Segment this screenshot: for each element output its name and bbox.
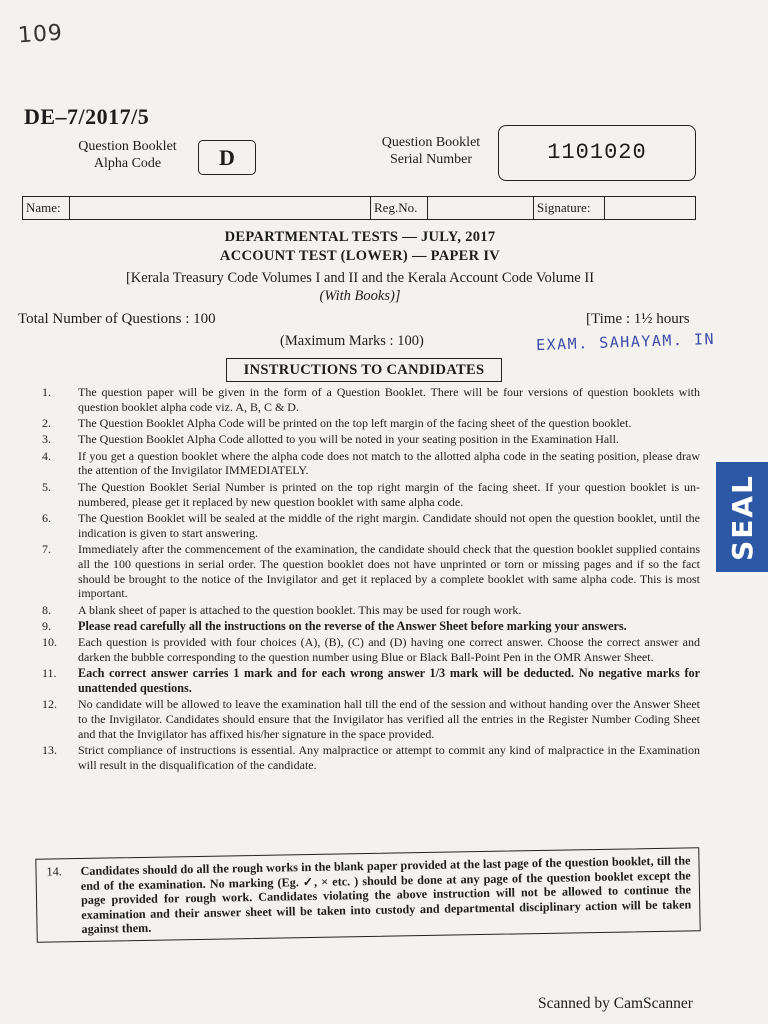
instruction-number: 13. bbox=[42, 743, 57, 758]
camscanner-footer: Scanned by CamScanner bbox=[538, 995, 693, 1012]
instruction-item bbox=[18, 635, 700, 665]
paper-subtitle: [Kerala Treasury Code Volumes I and II and the Kerala Account Code Volume II bbox=[125, 270, 595, 286]
handwritten-note: 109 bbox=[17, 20, 64, 49]
instruction-number: 7. bbox=[42, 541, 51, 556]
instruction-text: Strict compliance of instructions is essential. Any malpractice or attempt to commit any kind of malpractice in the Examination will result in the disqualification of the candidate. bbox=[78, 743, 700, 773]
instruction-text: The Question Booklet Alpha Code allotted to you will be noted in your seating position in the Examination Hall. bbox=[78, 432, 619, 447]
instruction-number: 11. bbox=[42, 666, 57, 681]
instruction-item bbox=[18, 666, 700, 696]
instruction-text: No candidate will be allowed to leave the examination hall till the end of the session and without handing over the Answer Sheet to the Invigilator. Candidates should ensure that the Invigilator has verified all the entries in the Register Number Coding Sheet and that the Invigilator has affixed his/her signature in the space provided. bbox=[78, 697, 700, 742]
serial-number-label: Question Booklet Serial Number bbox=[381, 135, 481, 167]
regno-field[interactable] bbox=[428, 197, 534, 219]
exam-title: DEPARTMENTAL TESTS — JULY, 2017 bbox=[224, 229, 496, 245]
maximum-marks: (Maximum Marks : 100) bbox=[280, 333, 424, 349]
document-id: DE–7/2017/5 bbox=[24, 104, 150, 129]
instruction-item bbox=[18, 697, 700, 741]
instruction-item bbox=[18, 511, 700, 541]
instruction-text: The Question Booklet Serial Number is printed on the top right margin of the facing sheet. If your question booklet is un-numbered, please get it replaced by new question booklet with same alpha code. bbox=[78, 479, 700, 509]
alpha-code-box: D bbox=[198, 140, 256, 175]
instruction-number: 4. bbox=[42, 448, 51, 463]
instruction-number: 3. bbox=[42, 432, 51, 447]
instruction-number: 9. bbox=[42, 618, 51, 633]
signature-label: Signature: bbox=[534, 197, 605, 219]
instructions-list bbox=[18, 385, 700, 774]
total-questions: Total Number of Questions : 100 bbox=[18, 311, 216, 327]
instruction-number: 8. bbox=[42, 602, 51, 617]
instruction-item bbox=[18, 432, 700, 447]
instruction-item bbox=[18, 619, 700, 634]
instruction-text: The Question Booklet will be sealed at the middle of the right margin. Candidate should not open the question booklet, until the indication is given to start answering. bbox=[78, 510, 700, 540]
instruction-item bbox=[18, 480, 700, 510]
boxed-instruction bbox=[35, 847, 700, 943]
instruction-item bbox=[18, 743, 700, 773]
exam-sahayam-stamp: EXAM. SAHAYAM. IN bbox=[535, 329, 716, 355]
instruction-item bbox=[18, 603, 700, 618]
regno-label: Reg.No. bbox=[371, 197, 428, 219]
seal-tab bbox=[716, 462, 768, 572]
instruction-item bbox=[18, 542, 700, 601]
instruction-number: 14. bbox=[46, 864, 62, 879]
instruction-item bbox=[18, 416, 700, 431]
alpha-code-label: Question Booklet Alpha Code bbox=[78, 139, 177, 171]
instruction-text: The Question Booklet Alpha Code will be printed on the top left margin of the facing sheet of the question booklet. bbox=[78, 416, 632, 431]
name-field[interactable] bbox=[70, 197, 371, 219]
exam-time: [Time : 1½ hours bbox=[586, 311, 690, 327]
instruction-number: 12. bbox=[42, 697, 57, 712]
instructions-title: INSTRUCTIONS TO CANDIDATES bbox=[226, 358, 502, 382]
instruction-item bbox=[18, 385, 700, 415]
instruction-item bbox=[18, 449, 700, 479]
instruction-number: 6. bbox=[42, 510, 51, 525]
paper-subtitle-books: (With Books)] bbox=[319, 288, 401, 304]
paper-title: ACCOUNT TEST (LOWER) — PAPER IV bbox=[219, 248, 501, 264]
signature-field[interactable] bbox=[605, 197, 695, 219]
instruction-text: If you get a question booklet where the alpha code does not match to the allotted alpha code in the seating position, please draw the attention of the Invigilator IMMEDIATELY. bbox=[78, 448, 700, 478]
instruction-text: Immediately after the commencement of the examination, the candidate should check that the question booklet supplied contains all the 100 questions in serial order. The question booklet does not have unprinted or torn or missing pages and if so the fact should be brought to the notice of the Invigilator and get it replaced by a complete booklet with same alpha code. This is most important. bbox=[78, 541, 700, 601]
instruction-text: Each question is provided with four choices (A), (B), (C) and (D) having one correct answer. Choose the correct answer and darken the bubble corresponding to the question number using Blue or Black Ball-Point Pen in the OMR Answer Sheet. bbox=[78, 635, 700, 665]
instruction-text: Please read carefully all the instructions on the reverse of the Answer Sheet before marking your answers. bbox=[78, 618, 627, 633]
instruction-text: Candidates should do all the rough works in the blank paper provided at the last page of the question booklet, till the end of the examination. No marking (Eg. ✓, × etc. ) should be done at any page of the question booklet except the page provided for rough work. Candidates violating the above instruction will not be allowed to continue the examination and their answer sheet will be taken into custody and departmental disciplinary action will be taken against them. bbox=[80, 853, 692, 937]
instruction-text: Each correct answer carries 1 mark and for each wrong answer 1/3 mark will be deducted. No negative marks for unattended questions. bbox=[78, 666, 700, 696]
instruction-number: 10. bbox=[42, 635, 57, 650]
seal-label: SEAL bbox=[725, 473, 759, 561]
instruction-text: The question paper will be given in the form of a Question Booklet. There will be four versions of question booklets with question booklet alpha code viz. A, B, C & D. bbox=[78, 385, 700, 414]
instruction-text: A blank sheet of paper is attached to the question booklet. This may be used for rough work. bbox=[78, 602, 522, 617]
instruction-number: 1. bbox=[42, 385, 51, 399]
name-label: Name: bbox=[23, 197, 70, 219]
candidate-id-row bbox=[22, 196, 696, 220]
instruction-number: 2. bbox=[42, 416, 51, 431]
instruction-number: 5. bbox=[42, 479, 51, 494]
serial-number-box: 1101020 bbox=[498, 125, 696, 181]
